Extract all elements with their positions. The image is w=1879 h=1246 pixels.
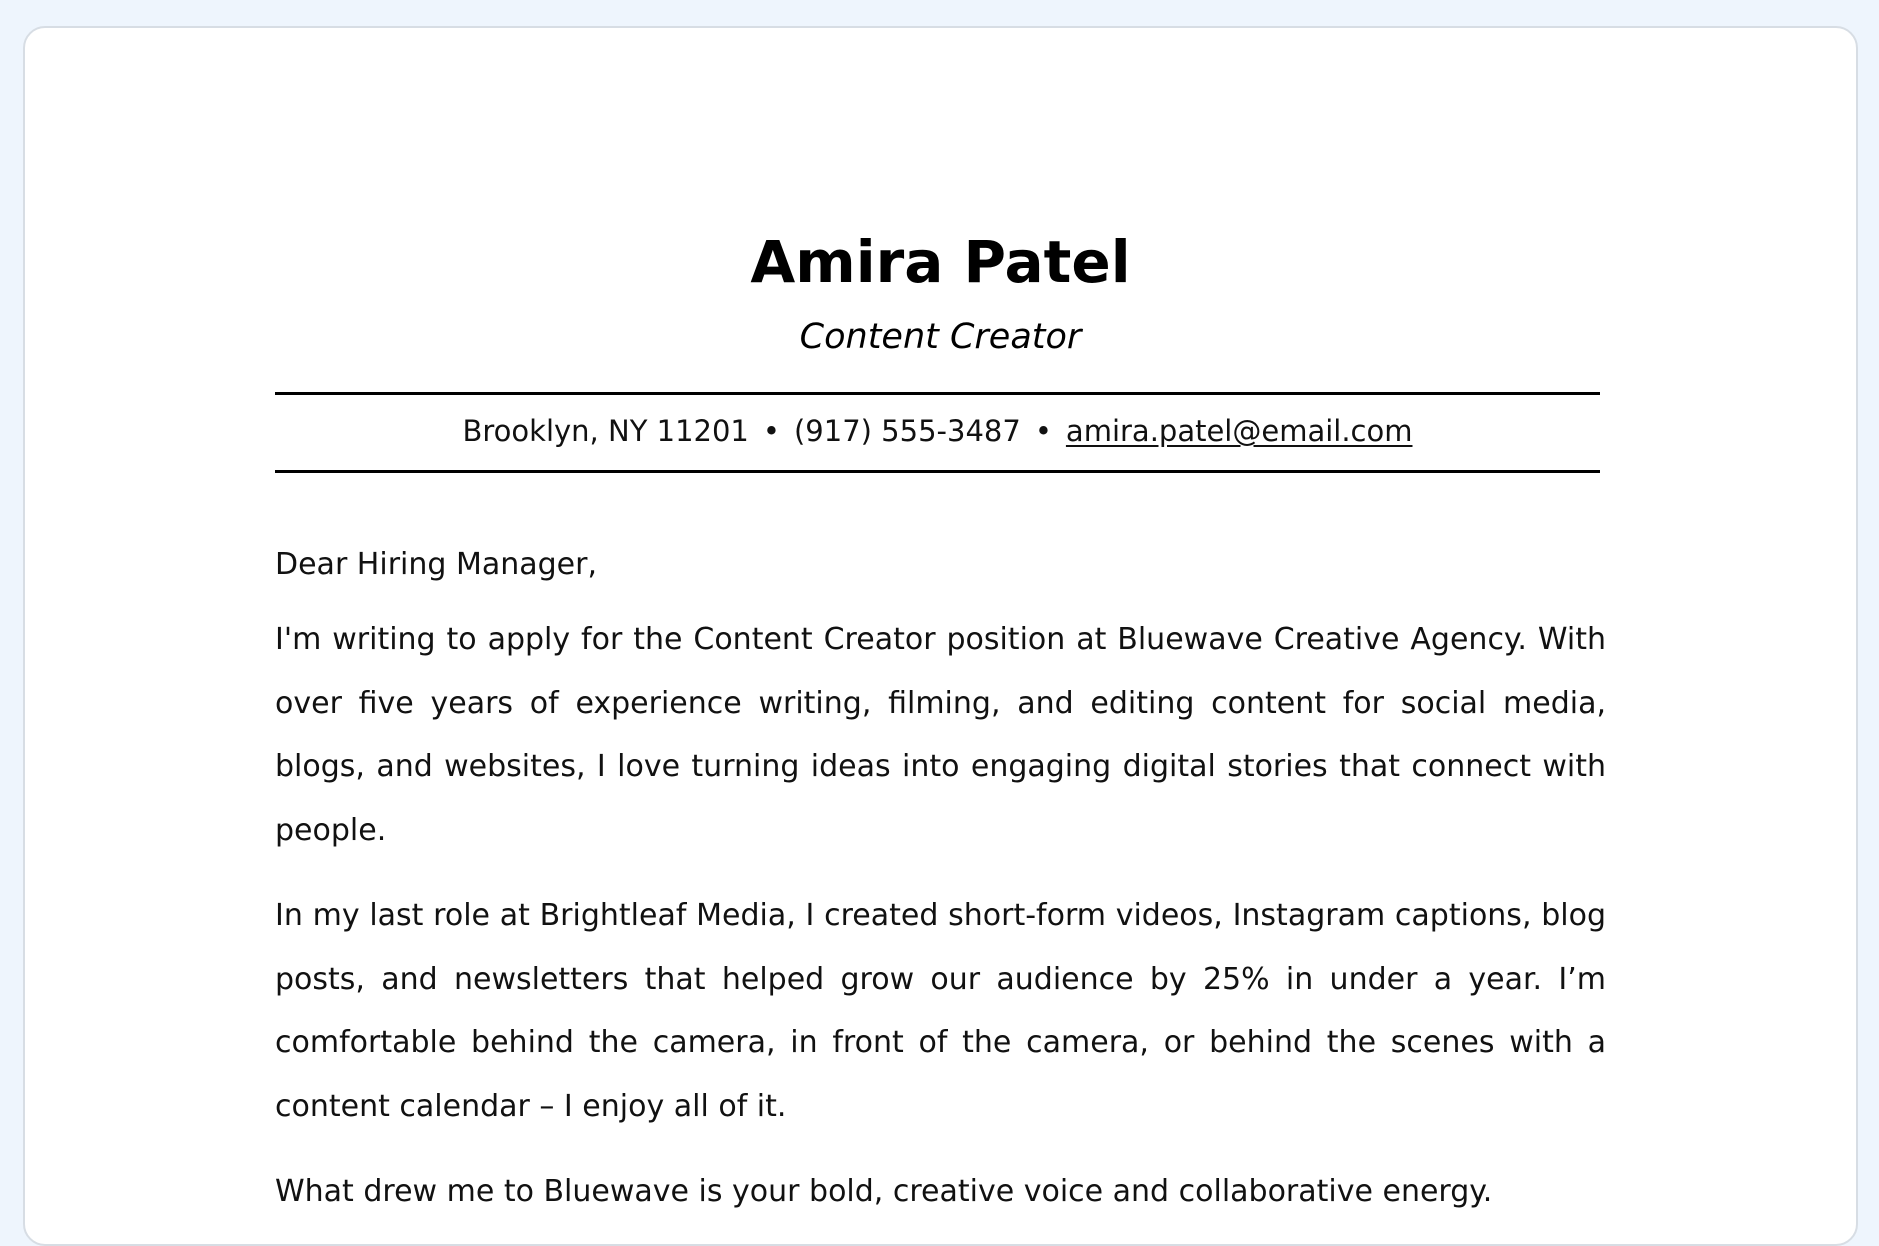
contact-line [275, 411, 1600, 451]
document-page [23, 26, 1858, 1246]
letter-paragraph: I'm writing to apply for the Content Creator position at Bluewave Creative Agency. With over five years of experience writing, filming, and editing content for social media, blogs, and websites, I love turning ideas into engaging digital stories that connect with people. [275, 622, 1606, 848]
contact-location: Brooklyn, NY 11201 [462, 414, 749, 448]
header-divider-top [275, 392, 1600, 395]
header-divider-bottom [275, 470, 1600, 473]
letter-paragraph: What drew me to Bluewave is your bold, creative voice and collaborative energy. [275, 1174, 1493, 1209]
salutation: Dear Hiring Manager, [275, 547, 598, 582]
contact-separator: • [1034, 414, 1052, 448]
job-title: Content Creator [799, 317, 1082, 357]
applicant-name: Amira Patel [750, 228, 1131, 296]
contact-email-link[interactable]: amira.patel@email.com [1065, 414, 1413, 448]
contact-separator: • [762, 414, 780, 448]
letter-paragraph: In my last role at Brightleaf Media, I created short-form videos, Instagram captions, blog posts, and newsletters that helped grow our audience by 25% in under a year. I’m comfortable behind the camera, in front of the camera, or behind the scenes with a content calendar – I enjoy all of it. [275, 898, 1606, 1124]
letter-body [275, 545, 1606, 1246]
contact-phone: (917) 555-3487 [793, 414, 1021, 448]
